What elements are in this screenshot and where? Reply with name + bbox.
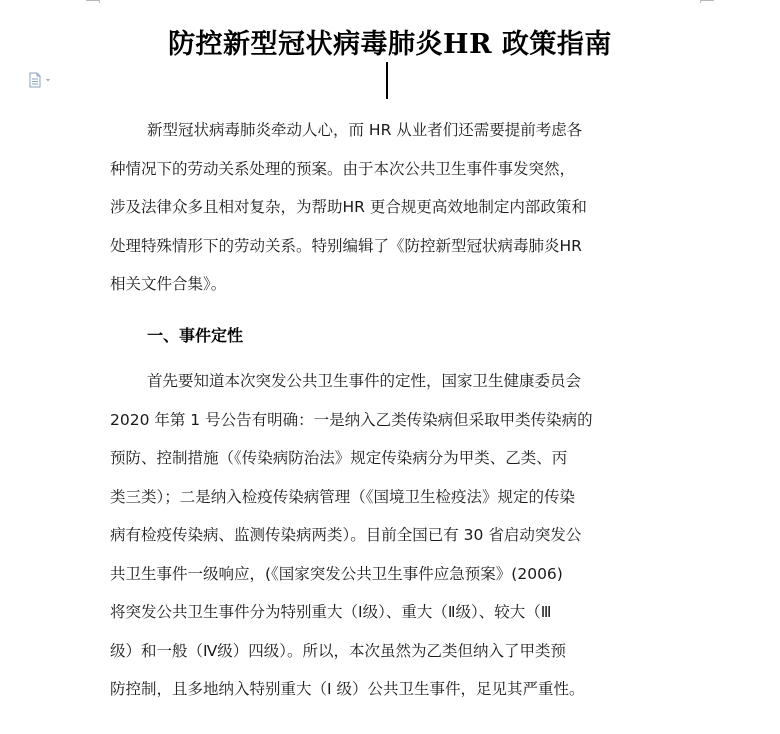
paragraph-line: 将突发公共卫生事件分为特别重大（Ⅰ级）、重大（Ⅱ级）、较大（Ⅲ (110, 603, 552, 621)
section-heading: 一、事件定性 (147, 326, 244, 345)
text-cursor (386, 62, 388, 99)
paragraph-line: 首先要知道本次突发公共卫生事件的定性，国家卫生健康委员会 (147, 372, 582, 390)
paragraph-line: 种情况下的劳动关系处理的预案。由于本次公共卫生事件事发突然， (110, 159, 576, 178)
paragraph-line: 涉及法律众多且相对复杂，为帮助HR 更合规更高效地制定内部政策和 (110, 198, 587, 216)
paragraph-line: 新型冠状病毒肺炎牵动人心，而 HR 从业者们还需要提前考虑各 (147, 121, 583, 139)
paragraph-line: 病有检疫传染病、监测传染病两类）。目前全国已有 30 省启动突发公 (110, 526, 582, 544)
margin-corner-mark-left (86, 0, 100, 3)
paragraph-line: 预防、控制措施（《传染病防治法》规定传染病分为甲类、乙类、丙 (110, 449, 568, 467)
paragraph-line: 相关文件合集》。 (110, 275, 227, 293)
document-icon-graphic (28, 72, 54, 88)
paragraph-line: 类三类）；二是纳入检疫传染病管理（《国境卫生检疫法》规定的传染 (110, 487, 576, 506)
document-icon[interactable] (28, 72, 54, 88)
paragraph-line: 级）和一般（Ⅳ级）四级）。所以，本次虽然为乙类但纳入了甲类预 (110, 641, 567, 660)
paragraph-line: 处理特殊情形下的劳动关系。特别编辑了《防控新型冠状病毒肺炎HR (110, 236, 582, 255)
chevron-down-icon (46, 79, 50, 82)
paragraph-line: 防控制，且多地纳入特别重大（Ⅰ 级）公共卫生事件，足见其严重性。 (110, 680, 585, 698)
paragraph-event-nature (110, 362, 670, 709)
margin-corner-mark-right (700, 0, 714, 3)
paragraph-intro (110, 111, 670, 304)
paragraph-line: 共卫生事件一级响应，(《国家突发公共卫生事件应急预案》(2006) (110, 564, 563, 583)
document-title: 防控新型冠状病毒肺炎HR 政策指南 (168, 29, 612, 60)
paragraph-line: 2020 年第 1 号公告有明确：一是纳入乙类传染病但采取甲类传染病的 (110, 410, 593, 429)
